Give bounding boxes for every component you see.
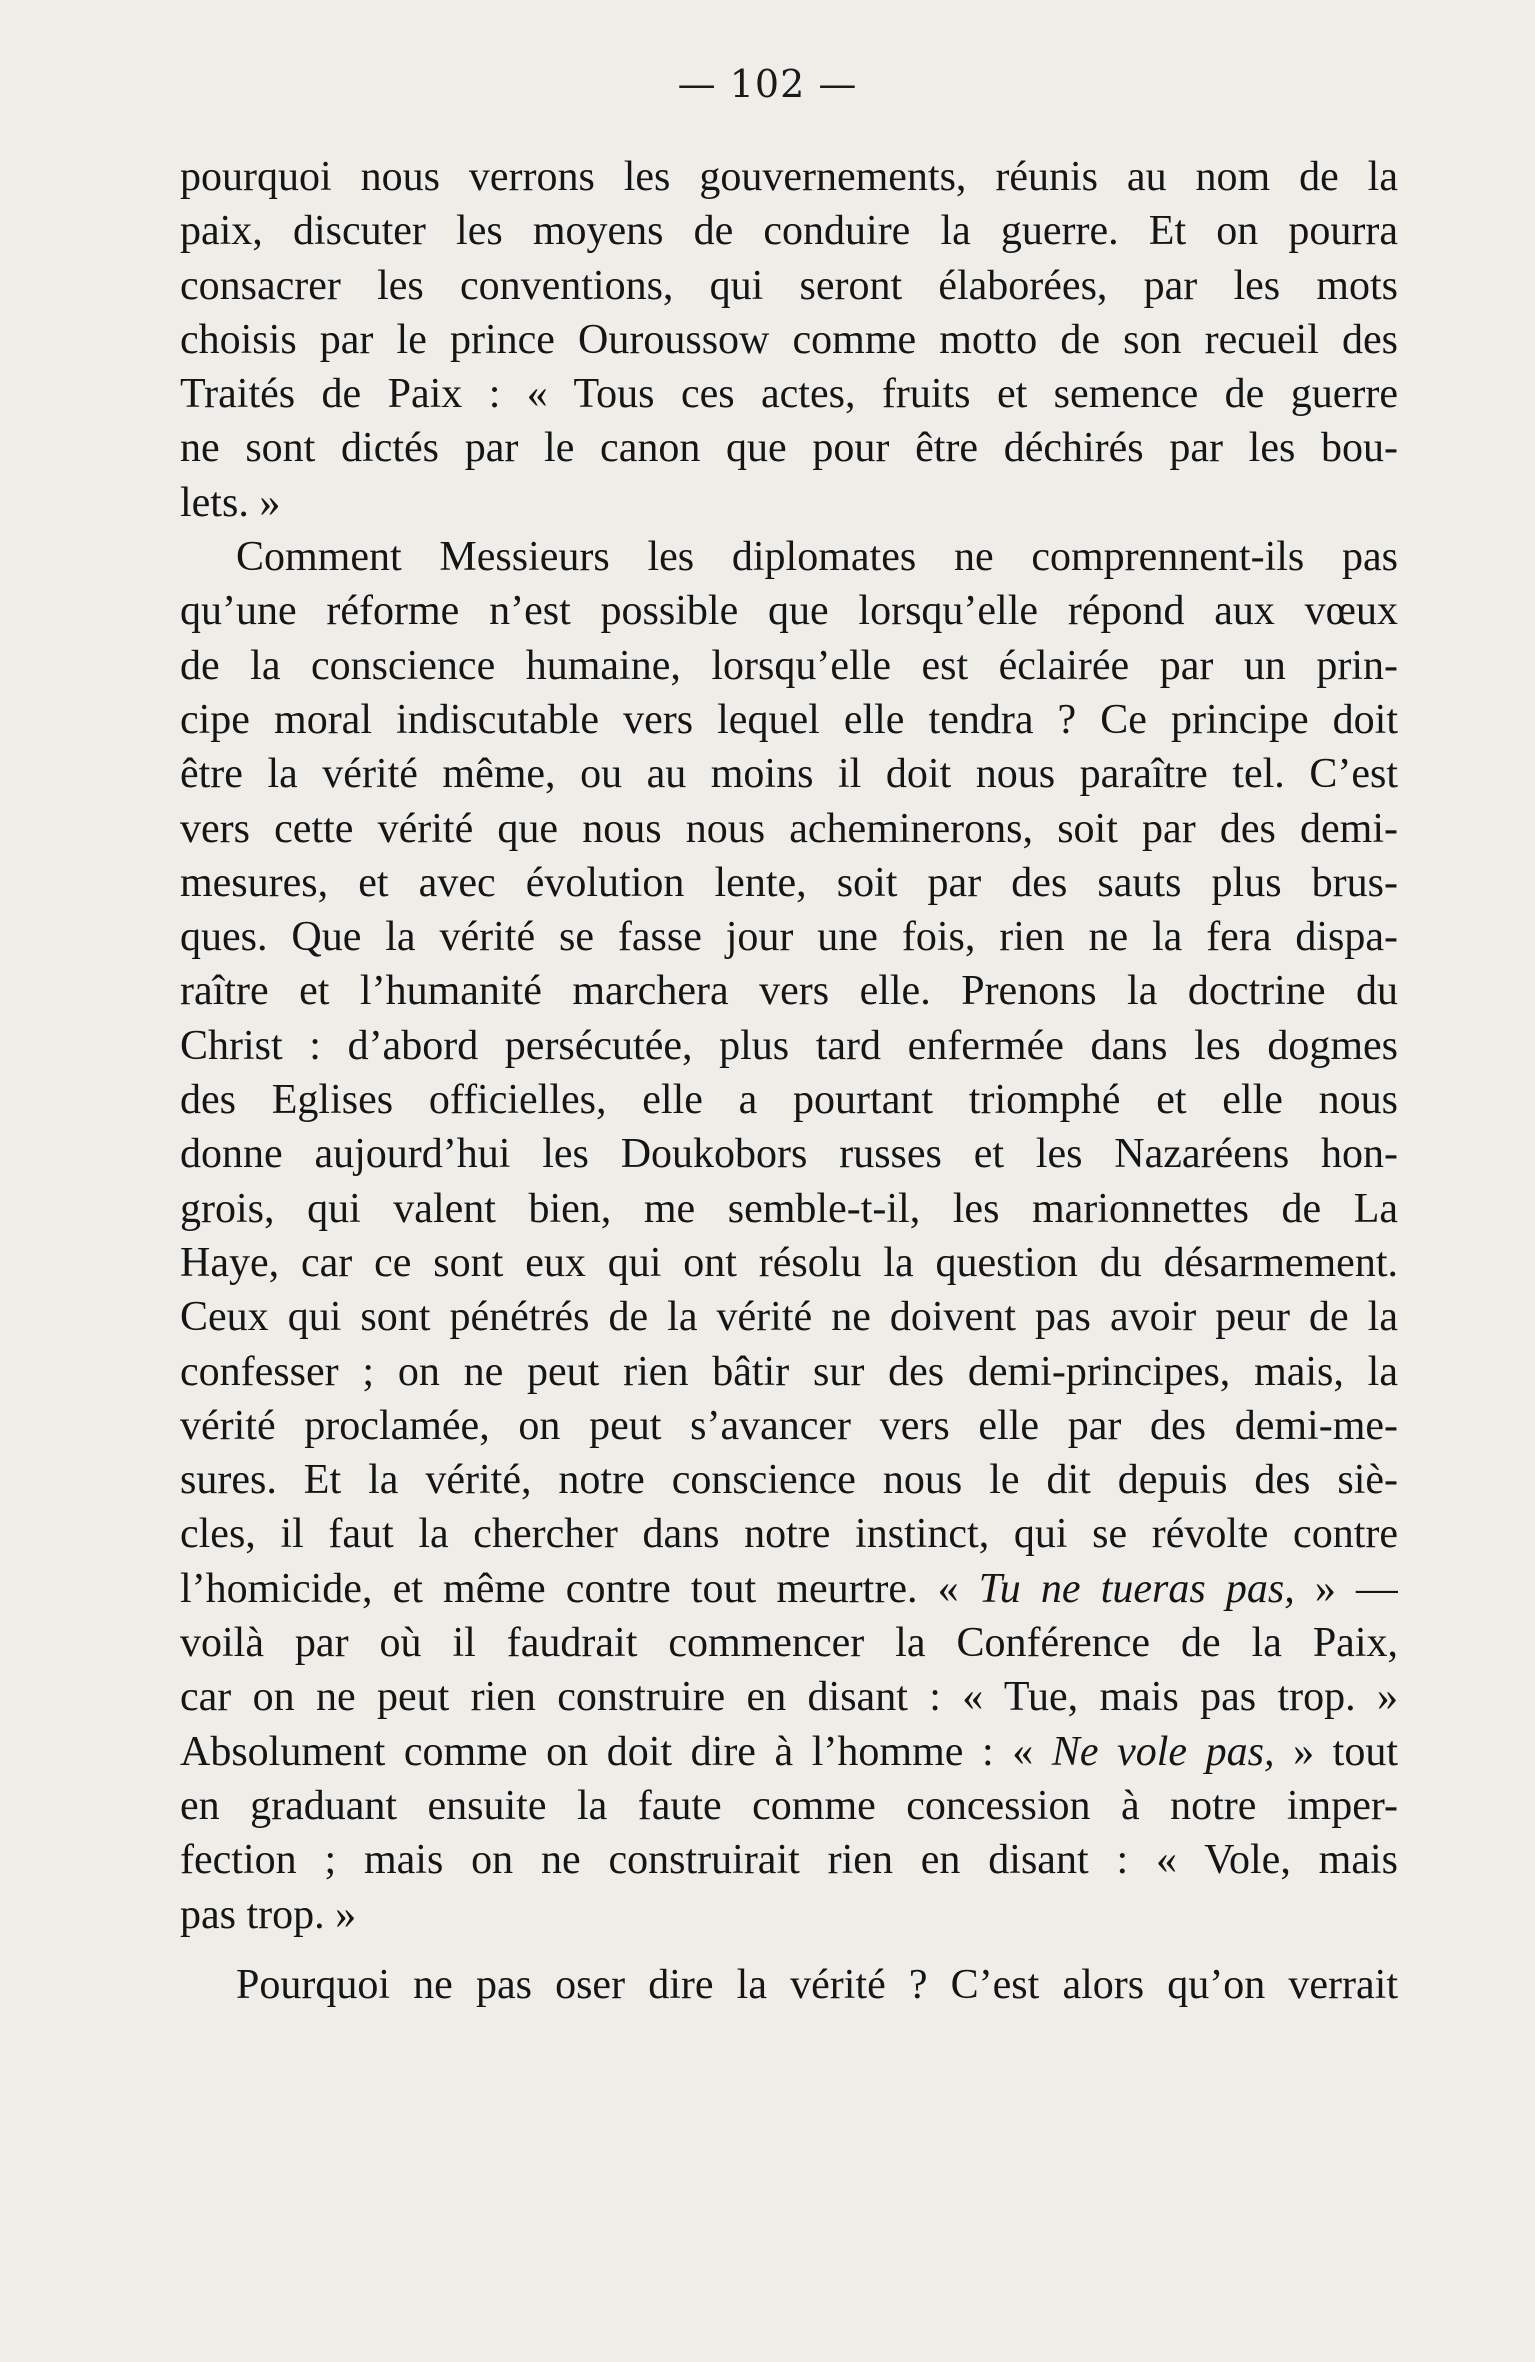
body-text	[180, 150, 1398, 2012]
text-line: fection ; mais on ne construirait rien en disant : « Vole, mais	[180, 1837, 1398, 1884]
text-line: consacrer les conventions, qui seront élaborées, par les mots	[180, 262, 1398, 309]
text-line: vérité proclamée, on peut s’avancer vers elle par des demi-me-	[180, 1402, 1398, 1449]
text-line: voilà par où il faudrait commencer la Conférence de la Paix,	[180, 1620, 1398, 1667]
text-line: de la conscience humaine, lorsqu’elle est éclairée par un prin-	[180, 642, 1398, 689]
text-line: cles, il faut la chercher dans notre instinct, qui se révolte contre	[180, 1511, 1398, 1558]
text-line: car on ne peut rien construire en disant : « Tue, mais pas trop. »	[180, 1674, 1398, 1721]
text-line: vers cette vérité que nous nous acheminerons, soit par des demi-	[180, 805, 1398, 852]
text-line: paix, discuter les moyens de conduire la guerre. Et on pourra	[180, 208, 1398, 255]
italic-quote: Tu ne tueras pas,	[978, 1565, 1295, 1612]
text-line: lets. »	[180, 479, 281, 526]
text-segment: Absolument comme on doit dire à l’homme : «	[180, 1728, 1052, 1775]
text-line: confesser ; on ne peut rien bâtir sur des demi-principes, mais, la	[180, 1348, 1398, 1395]
text-line: raître et l’humanité marchera vers elle. Prenons la doctrine du	[180, 968, 1398, 1015]
text-line: choisis par le prince Ouroussow comme motto de son recueil des	[180, 316, 1398, 363]
text-line: qu’une réforme n’est possible que lorsqu’elle répond aux vœux	[180, 588, 1398, 635]
text-line: Haye, car ce sont eux qui ont résolu la question du désarmement.	[180, 1239, 1398, 1286]
text-line: ques. Que la vérité se fasse jour une fois, rien ne la fera dispa-	[180, 914, 1398, 961]
text-segment: l’homicide, et même contre tout meurtre. «	[180, 1565, 979, 1612]
paragraph-start-line: Comment Messieurs les diplomates ne comprennent-ils pas	[236, 534, 1398, 581]
text-line-with-italic	[180, 1725, 1398, 1779]
italic-quote: Ne vole pas,	[1051, 1728, 1275, 1775]
text-line: être la vérité même, ou au moins il doit nous paraître tel. C’est	[180, 751, 1398, 798]
text-line: mesures, et avec évolution lente, soit par des sauts plus brus-	[180, 859, 1398, 906]
text-line: des Eglises officielles, elle a pourtant triomphé et elle nous	[180, 1077, 1398, 1124]
text-line: pourquoi nous verrons les gouvernements, réunis au nom de la	[180, 154, 1398, 200]
text-line: Ceux qui sont pénétrés de la vérité ne doivent pas avoir peur de la	[180, 1294, 1398, 1341]
text-line: cipe moral indiscutable vers lequel elle tendra ? Ce principe doit	[180, 696, 1398, 743]
text-line: Christ : d’abord persécutée, plus tard enfermée dans les dogmes	[180, 1022, 1398, 1069]
text-line-with-italic	[180, 1562, 1398, 1616]
text-line: grois, qui valent bien, me semble-t-il, les marionnettes de La	[180, 1185, 1398, 1232]
text-line: en graduant ensuite la faute comme concession à notre imper-	[180, 1782, 1398, 1829]
text-line: pas trop. »	[180, 1891, 357, 1938]
text-line: sures. Et la vérité, notre conscience nous le dit depuis des siè-	[180, 1457, 1398, 1504]
page-number: — 102 —	[677, 62, 858, 106]
text-line: ne sont dictés par le canon que pour être déchirés par les bou-	[180, 425, 1398, 472]
paragraph-start-line: Pourquoi ne pas oser dire la vérité ? C’est alors qu’on verrait	[236, 1961, 1398, 2008]
text-segment: » tout	[1274, 1728, 1398, 1775]
paragraph-gap	[180, 1942, 1398, 1958]
text-segment: » —	[1294, 1565, 1398, 1612]
text-line: Traités de Paix : « Tous ces actes, fruits et semence de guerre	[180, 371, 1398, 418]
text-line: donne aujourd’hui les Doukobors russes et les Nazaréens hon-	[180, 1131, 1398, 1178]
